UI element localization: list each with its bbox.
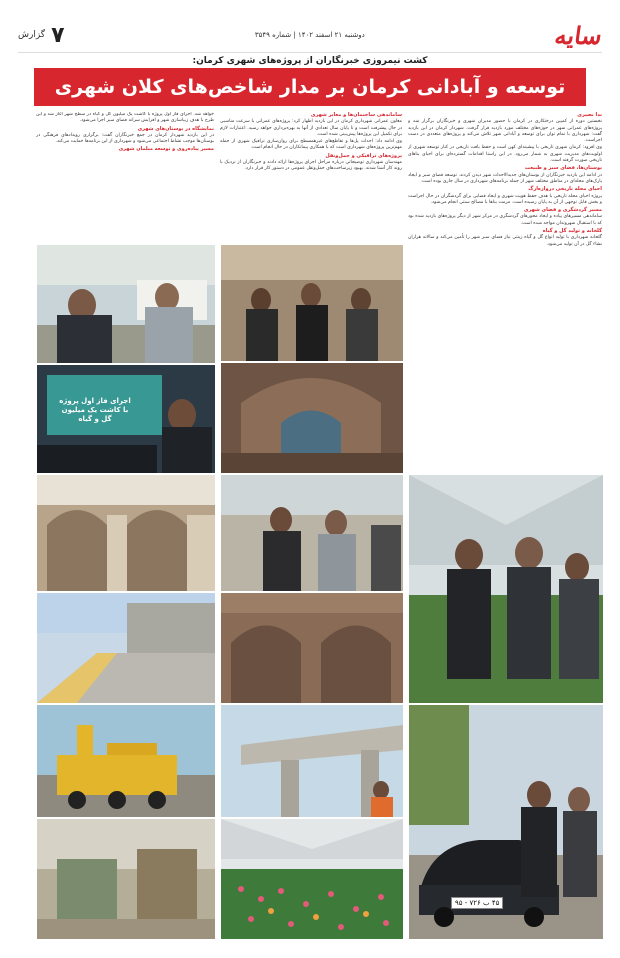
paragraph: نخستین دوره از کمپین درختکاری در کرمان با حضور مدیران شهری و خبرنگاران برگزار شد و پروژه‌های عمرانی شهر در حوزه‌های مختلف مورد بازدید قرار گرفت. شهردار کرمان در این بازدید گفت: شهرداری با تمام توان برای توسعه و آبادانی شهر تلاش می‌کند و پروژه‌های متعددی در دست اجراست. (408, 119, 602, 144)
paragraph: مهندسان شهرداری توضیحاتی درباره مراحل اجرای پروژه‌ها ارائه دادند و خبرنگاران از نزدیک با روند کار آشنا شدند. بهبود زیرساخت‌های حمل‌ونقل عمومی در دستور کار قرار دارد. (220, 160, 402, 172)
section-name: گزارش (18, 30, 46, 40)
paragraph: خواهد شد. اجرای فاز اول پروژه با کاشت یک میلیون گل و گیاه در سطح شهر آغاز شد و این طرح با هدف زیباسازی شهر و افزایش سرانه فضای سبز اجرا می‌شود. (36, 112, 214, 124)
banner-line-2: با کاشت یک میلیون (61, 406, 129, 414)
photo-brick-arches (220, 592, 404, 704)
subheading: احیای محله تاریخی دروازه‌ارگ (528, 186, 602, 193)
photo-sidewalk (36, 592, 216, 704)
issue-line: دوشنبه ۲۱ اسفند ۱۴۰۲ | شماره ۳۵۴۹ (254, 31, 365, 39)
paragraph: معاون عمرانی شهرداری کرمان در این بازدید اظهار کرد: پروژه‌های عمرانی با سرعت مناسبی در حال پیشرفت است و تا پایان سال تعدادی از آنها به بهره‌برداری خواهد رسید. اعتبارات لازم برای تکمیل این پروژه‌ها پیش‌بینی شده است. (220, 119, 402, 137)
photo-officials-interview (36, 244, 216, 364)
subheading: گلخانه و تولید گل و گیاه (542, 228, 602, 235)
paragraph: گلخانه شهرداری با تولید انواع گل و گیاه زینتی نیاز فضای سبز شهر را تأمین می‌کند و سالانه هزاران نشاء گل در آن تولید می‌شود. (408, 235, 602, 247)
photo-bridge-construction (220, 704, 404, 818)
photo-greenhouse-flowers (220, 818, 404, 940)
photo-group-visit (220, 244, 404, 362)
author-name: ندا نصیری (577, 112, 602, 118)
paragraph: ساماندهی مسیرهای پیاده و ایجاد محورهای گردشگری در مرکز شهر از دیگر پروژه‌های بازدید شده بود که با استقبال شهروندان مواجه شده است. (408, 214, 602, 226)
subheading: ساماندهی ساختمان‌ها و معابر شهری (310, 112, 402, 118)
paragraph: در این بازدید شهردار کرمان در جمع خبرنگاران گفت: برگزاری رویدادهای فرهنگی در بوستان‌ها موجب نشاط اجتماعی می‌شود و شهرداری از این برنامه‌ها حمایت می‌کند. (36, 132, 214, 145)
newspaper-logo: سایه (552, 20, 605, 50)
section-label (18, 23, 65, 48)
license-plate: ۴۵ ب ۷۲۶ - ۹۵ (451, 897, 503, 909)
subheading: بوستان‌ها، فضای سبز و طبیعت (524, 165, 602, 172)
banner-line-1: اجرای فاز اول پروژه (59, 397, 131, 405)
paragraph: وی افزود: کرمان شهری تاریخی با پیشینه‌ای کهن است و حفظ بافت تاریخی در کنار توسعه شهری از اولویت‌های مدیریت شهری به شمار می‌رود. در این راستا اقدامات گسترده‌ای برای احیای بناهای تاریخی صورت گرفته است. (408, 145, 602, 164)
banner-text (55, 397, 135, 424)
photo-old-dome-interior (220, 362, 404, 474)
subheading: مسیر پیاده‌روی و توسعه مبلمان شهری (118, 146, 214, 153)
text-column-left (36, 112, 214, 240)
photo-arched-building (36, 474, 216, 592)
paragraph: پروژه احیای محله تاریخی با هدف حفظ هویت شهری و ایجاد فضایی برای گردشگران در حال اجراست و بخش قابل توجهی از آن به پایان رسیده است. مرمت بناها با مصالح سنتی انجام می‌شود. (408, 193, 602, 205)
photo-car-exhibition (408, 704, 604, 940)
photo-banner-speech (36, 364, 216, 474)
article-headline: توسعه و آبادانی کرمان بر مدار شاخص‌های کلان شهری (34, 68, 586, 106)
subheading: نمایشگاه در بوستان‌های شهری (137, 125, 214, 132)
banner-line-3: گل و گیاه (78, 415, 112, 423)
photo-site-machinery (36, 818, 216, 940)
paragraph: وی ادامه داد: احداث پل‌ها و تقاطع‌های غیرهمسطح برای روان‌سازی ترافیک شهری از جمله مهم‌ترین پروژه‌های شهرداری است که با همکاری پیمانکاران در حال انجام است. (220, 139, 402, 151)
article-kicker: کشت نیمروزی خبرنگاران از پروژه‌های شهری کرمان: (192, 56, 428, 66)
text-column-right (408, 112, 602, 484)
text-column-middle (220, 112, 402, 240)
photo-greenhouse-visit (408, 474, 604, 704)
photo-officials-walking (220, 474, 404, 592)
subheading: مسیر گردشگری و فضای شهری (523, 207, 602, 214)
subheading: پروژه‌های ترافیکی و حمل‌ونقل (325, 152, 402, 159)
paragraph: در ادامه این بازدید خبرنگاران از بوستان‌های جدیدالاحداث شهر دیدن کردند. توسعه فضای سبز و ایجاد پارک‌های محله‌ای در مناطق مختلف شهر از جمله برنامه‌های شهرداری در سال جاری بوده است. (408, 172, 602, 184)
photo-crane-truck (36, 704, 216, 818)
page-number: ۷ (51, 22, 65, 48)
page-header (18, 18, 605, 53)
